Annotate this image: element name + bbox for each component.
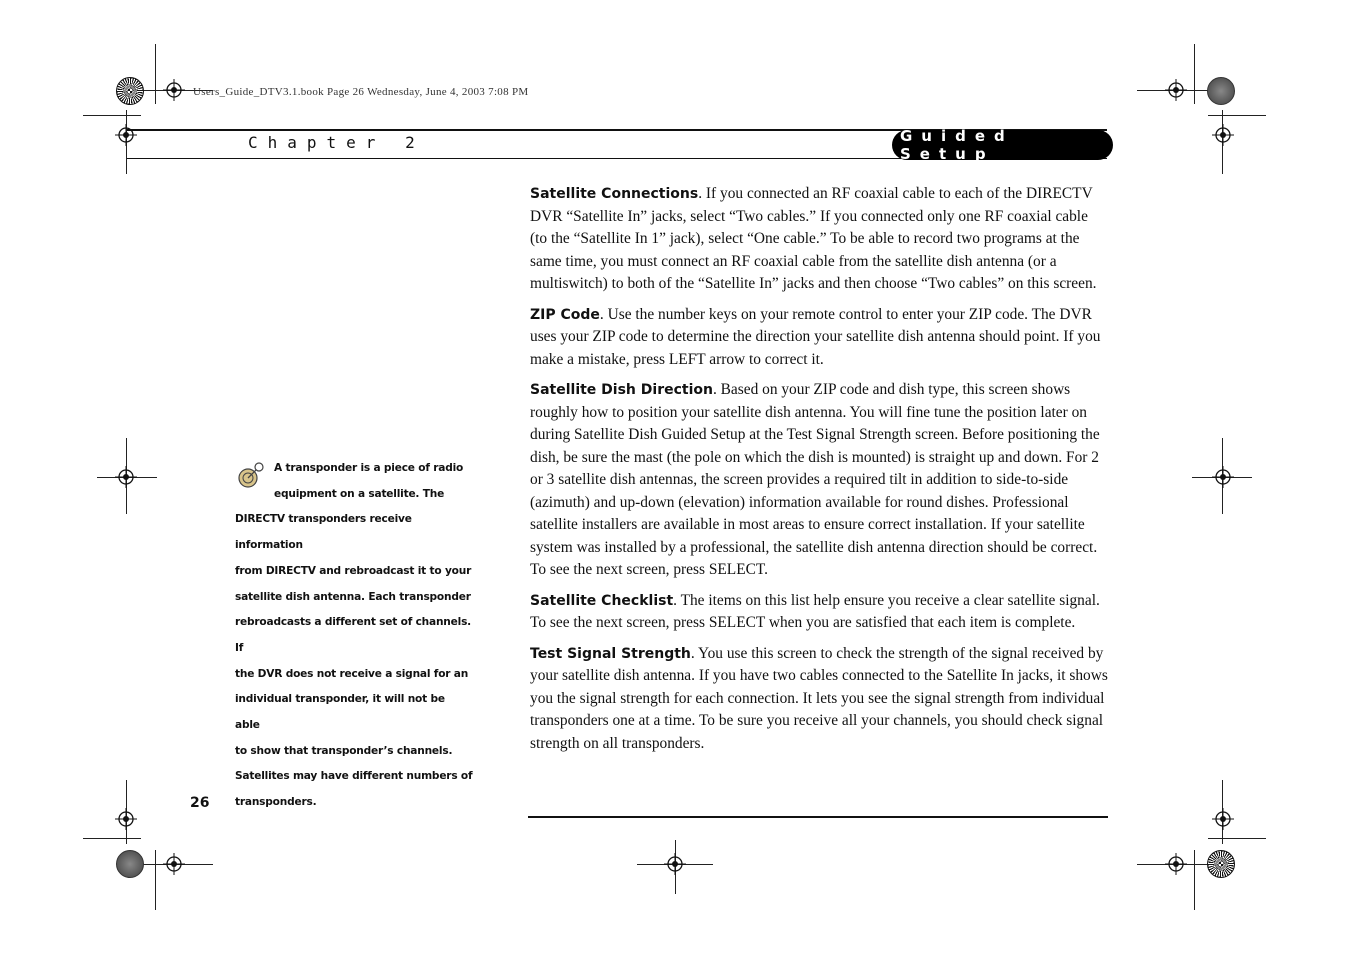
main-content — [530, 183, 1108, 763]
chapter-label: Chapter 2 — [248, 133, 425, 152]
note-line: rebroadcasts a different set of channels. If — [235, 616, 471, 654]
sidebar-note — [235, 456, 473, 816]
registration-target-icon — [163, 853, 185, 875]
paragraph-text: . Use the number keys on your remote control to enter your ZIP code. The DVR uses your ZIP code to determine the direction your satellite dish antenna should point. If you make a mistake, press LEFT arrow to correct it. — [530, 305, 1101, 368]
paragraph-text: . You use this screen to check the strength of the signal received by your satellite dish antenna. If you have two cables connected to the Satellite In jacks, it shows you the signal strength for each connection. It lets you see the signal strength from individual transponders one at a time. To be sure you receive all your channels, you should check signal strength on all transponders. — [530, 644, 1108, 752]
registration-target-icon — [1165, 853, 1187, 875]
registration-target-icon — [163, 79, 185, 101]
footer-rule — [528, 816, 1108, 818]
note-line: Satellites may have different numbers of — [235, 770, 473, 783]
registration-target-icon — [115, 124, 137, 146]
registration-target-icon — [115, 466, 137, 488]
note-line: DIRECTV transponders receive information — [235, 513, 412, 552]
gray-dial-icon — [1207, 77, 1235, 105]
print-slug: Users_Guide_DTV3.1.book Page 26 Wednesday, June 4, 2003 7:08 PM — [193, 86, 529, 98]
paragraph-text: . The items on this list help ensure you receive a clear satellite signal. To see the next screen, press SELECT when you are satisfied that each item is complete. — [530, 591, 1100, 631]
term: ZIP Code — [530, 306, 600, 323]
starburst-dial-icon — [116, 77, 144, 105]
term: Satellite Checklist — [530, 592, 674, 609]
registration-target-icon — [115, 808, 137, 830]
paragraph-text: . If you connected an RF coaxial cable to each of the DIRECTV DVR “Satellite In” jacks, select “Two cables.” If you connected only one RF coaxial cable (to the “Satellite In 1” jack), select “One cable.” To be able to record two programs at the same time, you must connect an RF coaxial cable from the satellite dish antenna (or a multiswitch) to both of the “Satellite In” jacks and then choose “Two cables” on this screen. — [530, 185, 1097, 292]
note-line: from DIRECTV and rebroadcast it to your — [235, 564, 472, 577]
note-line: the DVR does not receive a signal for an — [235, 667, 469, 680]
paragraph-satellite-connections — [530, 183, 1108, 296]
term: Test Signal Strength — [530, 645, 691, 662]
registration-target-icon — [1212, 466, 1234, 488]
registration-target-icon — [664, 853, 686, 875]
term: Satellite Dish Direction — [530, 382, 713, 398]
section-title: Guided Setup — [900, 127, 1014, 163]
registration-target-icon — [1165, 79, 1187, 101]
note-line: equipment on a satellite. The — [274, 487, 445, 500]
term: Satellite Connections — [530, 186, 699, 202]
section-tab — [892, 127, 1113, 163]
paragraph-zip-code — [530, 304, 1108, 372]
paragraph-text: . Based on your ZIP code and dish type, this screen shows roughly how to position your satellite dish antenna. You will fine tune the position later on during Satellite Dish Guided Setup at the Test Signal Strength screen. Before positioning the dish, be sure the mast (the pole on which the dish is mounted) is straight up and down. For 2 or 3 satellite dish antennas, the screen provides a required tilt in addition to side-to-side (azimuth) and up-down (elevation) information available for round dishes. Professional satellite installers are available in most areas to ensure correct installation. If your satellite system was installed by a professional, the satellite dish antenna direction should be correct. To see the next screen, press SELECT. — [530, 381, 1100, 578]
registration-target-icon — [1212, 124, 1234, 146]
note-line: A transponder is a piece of radio — [274, 462, 464, 474]
registration-target-icon — [1212, 808, 1234, 830]
paragraph-test-signal-strength — [530, 643, 1108, 756]
note-line: transponders. — [235, 796, 317, 809]
starburst-dial-icon — [1207, 850, 1235, 878]
page-number: 26 — [190, 795, 210, 811]
note-line: satellite dish antenna. Each transponder — [235, 590, 471, 603]
paragraph-satellite-checklist — [530, 590, 1108, 635]
gray-dial-icon — [116, 850, 144, 878]
paragraph-dish-direction — [530, 379, 1108, 582]
note-line: to show that transponder’s channels. — [235, 744, 453, 757]
note-line: individual transponder, it will not be able — [235, 693, 445, 732]
